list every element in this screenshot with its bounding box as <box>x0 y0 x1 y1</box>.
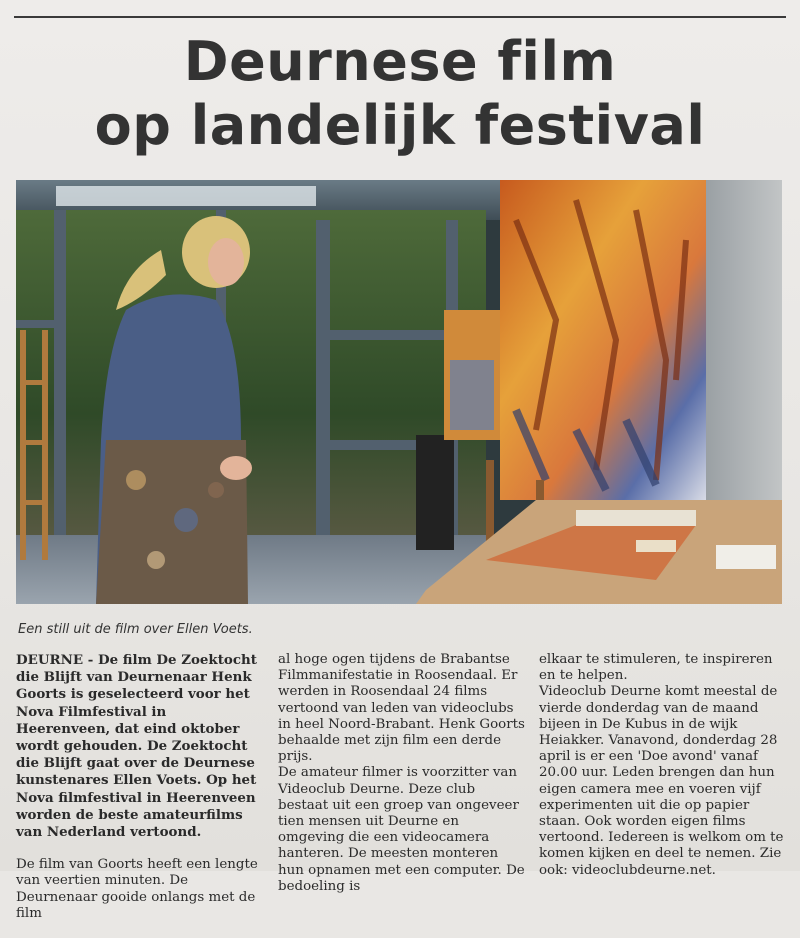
body-paragraph: De film van Goorts heeft een lengte van veertien minuten. De Deurnenaar gooide onlangs met de film <box>16 857 258 921</box>
article-photo <box>16 180 782 604</box>
article-body <box>16 652 786 921</box>
body-paragraph: elkaar te stimuleren, te inspireren en te helpen. <box>539 652 773 684</box>
lead-text: De film De Zoektocht die Blijft van Deurnenaar Henk Goorts is geselecteerd voor het Nova Filmfestival in Heerenveen, dat eind oktober wordt gehouden. De Zoektocht die Blijft gaat over de Deurnese kunstenares Ellen Voets. Op het Nova filmfestival in Heerenveen worden de beste amateurfilms van Nederland vertoond. <box>16 652 257 841</box>
body-paragraph: De amateur filmer is voorzitter van Videoclub Deurne. Deze club bestaat uit een groep van ongeveer tien mensen uit Deurne en omgeving die een videocamera hanteren. De meesten monteren hun opnamen met een computer. De bedoeling is <box>278 765 525 894</box>
top-rule <box>14 16 786 18</box>
article-column-1 <box>16 652 264 938</box>
photo-caption: Een still uit de film over Ellen Voets. <box>18 622 253 637</box>
headline-line-2: op landelijk festival <box>94 94 706 157</box>
article-column-2 <box>278 652 526 911</box>
lead-paragraph <box>16 652 264 841</box>
headline <box>20 30 780 158</box>
body-paragraph: al hoge ogen tijdens de Brabantse Filmmanifestatie in Roosendaal. Er werden in Roosendaal 24 films vertoond van leden van videoclubs in heel Noord-Brabant. Henk Goorts behaalde met zijn film een derde prijs. <box>278 652 525 765</box>
body-paragraph: Videoclub Deurne komt meestal de vierde donderdag van de maand bijeen in De Kubus in de wijk Heiakker. Vanavond, donderdag 28 april is er een 'Doe avond' vanaf 20.00 uur. Leden brengen dan hun eigen camera mee en voeren vijf experimenten uit die op papier staan. Ook worden eigen films vertoond. Iedereen is welkom om te komen kijken en deel te nemen. Zie ook: videoclubdeurne.net. <box>539 684 784 878</box>
dateline: DEURNE - <box>16 652 94 668</box>
photo-illustration <box>16 180 782 604</box>
headline-line-1: Deurnese film <box>183 30 617 93</box>
article-column-3 <box>539 652 787 895</box>
